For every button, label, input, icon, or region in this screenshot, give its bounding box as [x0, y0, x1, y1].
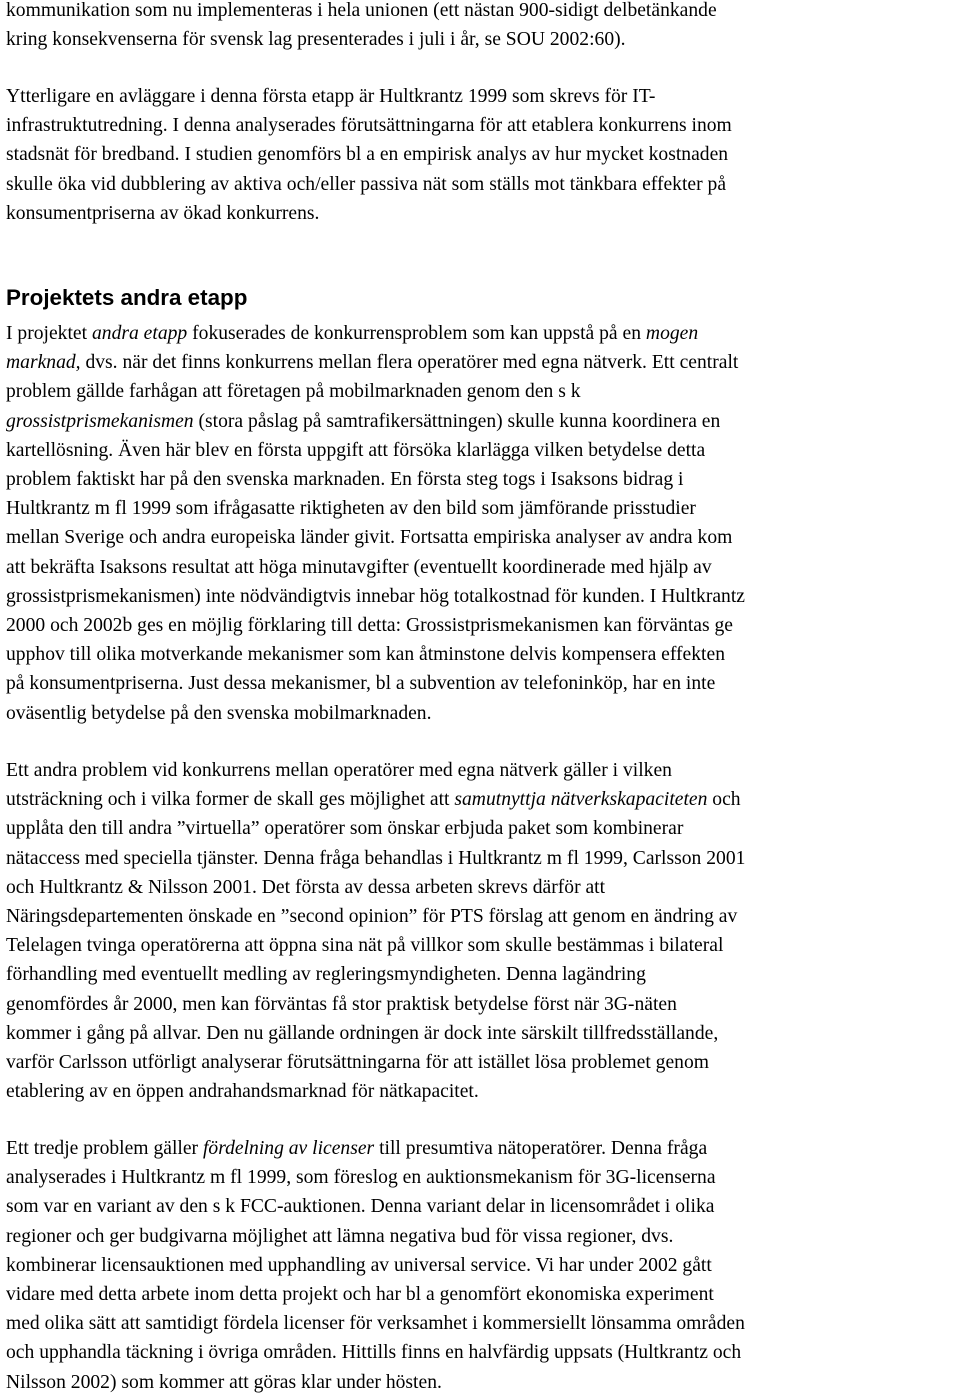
- text-line: 2000 och 2002b ges en möjlig förklaring till detta: Grossistprismekanismen kan förväntas ge: [6, 615, 734, 637]
- text-run: till presumtiva nätoperatörer. Denna fråga: [374, 1138, 708, 1159]
- emphasis-text: fördelning av licenser: [202, 1138, 375, 1159]
- text-line: Hultkrantz m fl 1999 som ifrågasatte riktigheten av den bild som jämförande prisstudier: [6, 498, 696, 520]
- text-line: [6, 785, 745, 814]
- text-line: kombinerar licensauktionen med upphandling av universal service. Vi har under 2002 gått: [6, 1254, 712, 1276]
- text-line: kring konsekvenserna för svensk lag presenterades i juli i år, se SOU 2002:60).: [6, 29, 626, 51]
- text-line: förhandling med eventuellt medling av regleringsmyndigheten. Denna lagändring: [6, 964, 646, 986]
- section-heading: Projektets andra etapp: [6, 285, 248, 310]
- text-line: Näringsdepartementen önskade en ”second opinion” för PTS förslag att genom en ändring av: [6, 906, 738, 928]
- text-line: och Hultkrantz & Nilsson 2001. Det första av dessa arbeten skrevs därför att: [6, 876, 606, 898]
- text-line: kommer i gång på allvar. Den nu gällande ordningen är dock inte särskilt tillfredsställande,: [6, 1022, 719, 1044]
- emphasis-text: mogen: [645, 323, 699, 344]
- intro-paragraph: [6, 0, 717, 54]
- text-line: infrastruktutredning. I denna analyserades förutsättningarna för att etablera konkurrens inom: [6, 115, 732, 137]
- ett-andra-problem-paragraph: [6, 756, 745, 1106]
- text-line: vidare med detta arbete inom detta projekt och har bl a genomfört ekonomiska experiment: [6, 1284, 714, 1306]
- emphasis-text: marknad,: [6, 352, 81, 374]
- text-line: Ytterligare en avläggare i denna första etapp är Hultkrantz 1999 som skrevs för IT-: [6, 86, 656, 107]
- text-line: [6, 1134, 745, 1163]
- text-line: upplåta den till andra ”virtuella” operatörer som önskar erbjuda paket som kombinerar: [6, 818, 684, 840]
- text-run: fokuserades de konkurrensproblem som kan uppstå på en: [187, 323, 646, 344]
- andra-etapp-paragraph: [6, 319, 745, 728]
- text-line: genomfördes år 2000, men kan förväntas få stor praktisk betydelse först när 3G-näten: [6, 993, 677, 1015]
- text-line: [6, 319, 745, 348]
- text-line: kartellösning. Även här blev en första uppgift att försöka klarlägga vilken betydelse detta: [6, 439, 706, 461]
- text-line: Ett andra problem vid konkurrens mellan operatörer med egna nätverk gäller i vilken: [6, 760, 672, 781]
- text-line: upphov till olika motverkande mekanismer som kan åtminstone delvis kompensera effekten: [6, 644, 725, 666]
- text-line: [6, 348, 745, 377]
- text-line: Telelagen tvinga operatörerna att öppna sina nät på villkor som skulle bestämmas i bilateral: [6, 935, 724, 957]
- text-line: nätaccess med speciella tjänster. Denna fråga behandlas i Hultkrantz m fl 1999, Carlsson 2001: [6, 847, 746, 869]
- text-line: oväsentlig betydelse på den svenska mobilmarknaden.: [6, 702, 432, 724]
- text-run: (stora påslag på samtrafikersättningen) skulle kunna koordinera en: [193, 410, 721, 432]
- text-line: som var en variant av den s k FCC-auktionen. Denna variant delar in licensområdet i olika: [6, 1196, 715, 1218]
- text-line: problem gällde farhågan att företagen på mobilmarknaden genom den s k: [6, 381, 581, 403]
- text-line: analyserades i Hultkrantz m fl 1999, som föreslog en auktionsmekanism för 3G-licenserna: [6, 1167, 716, 1189]
- text-run: dvs. när det finns konkurrens mellan flera operatörer med egna nätverk. Ett centralt: [80, 352, 739, 374]
- emphasis-text: andra etapp: [91, 323, 188, 344]
- text-line: grossistprismekanismen) inte nödvändigtvis innebar hög totalkostnad för kunden. I Hultkrantz: [6, 585, 745, 607]
- text-line: konsumentpriserna av ökad konkurrens.: [6, 202, 320, 224]
- text-line: mellan Sverige och andra europeiska länder givit. Fortsatta empiriska analyser av andra kom: [6, 527, 733, 549]
- text-line: att bekräfta Isaksons resultat att höga minutavgifter (eventuellt koordinerade med hjälp av: [6, 556, 712, 578]
- text-line: skulle öka vid dubblering av aktiva och/eller passiva nät som ställs mot tänkbara effekter på: [6, 173, 727, 195]
- text-run: Ett tredje problem gäller: [6, 1138, 203, 1159]
- text-line: Nilsson 2002) som kommer att göras klar under hösten.: [6, 1371, 442, 1393]
- text-line: etablering av en öppen andrahandsmarknad för nätkapacitet.: [6, 1081, 479, 1103]
- tredje-problem-paragraph: [6, 1134, 745, 1397]
- text-line: regioner och ger budgivarna möjlighet att lämna negativa bud för vissa regioner, dvs.: [6, 1225, 674, 1247]
- text-line: problem faktiskt har på den svenska marknaden. En första steg togs i Isaksons bidrag i: [6, 469, 684, 491]
- text-line: [6, 407, 745, 436]
- ytterligare-paragraph: [6, 82, 732, 228]
- text-line: varför Carlsson utförligt analyserar förutsättningarna för att istället lösa problemet genom: [6, 1052, 709, 1074]
- text-line: med olika sätt att samtidigt fördela licenser för verksamhet i kommersiellt lönsamma områden: [6, 1313, 745, 1335]
- emphasis-text: samutnyttja nätverkskapaciteten: [454, 789, 708, 811]
- text-line: och upphandla täckning i övriga områden. Hittills finns en halvfärdig uppsats (Hultkrantz och: [6, 1342, 742, 1364]
- emphasis-text: grossistprismekanismen: [6, 410, 194, 432]
- text-run: och: [707, 789, 741, 811]
- text-line: på konsumentpriserna. Just dessa mekanismer, bl a subvention av telefoninköp, har en inte: [6, 673, 716, 695]
- text-run: utsträckning och i vilka former de skall ges möjlighet att: [6, 789, 455, 811]
- text-line: stadsnät för bredband. I studien genomförs bl a en empirisk analys av hur mycket kostnaden: [6, 144, 729, 166]
- text-run: I projektet: [6, 323, 92, 344]
- text-line: kommunikation som nu implementeras i hela unionen (ett nästan 900-sidigt delbetänkande: [6, 0, 717, 21]
